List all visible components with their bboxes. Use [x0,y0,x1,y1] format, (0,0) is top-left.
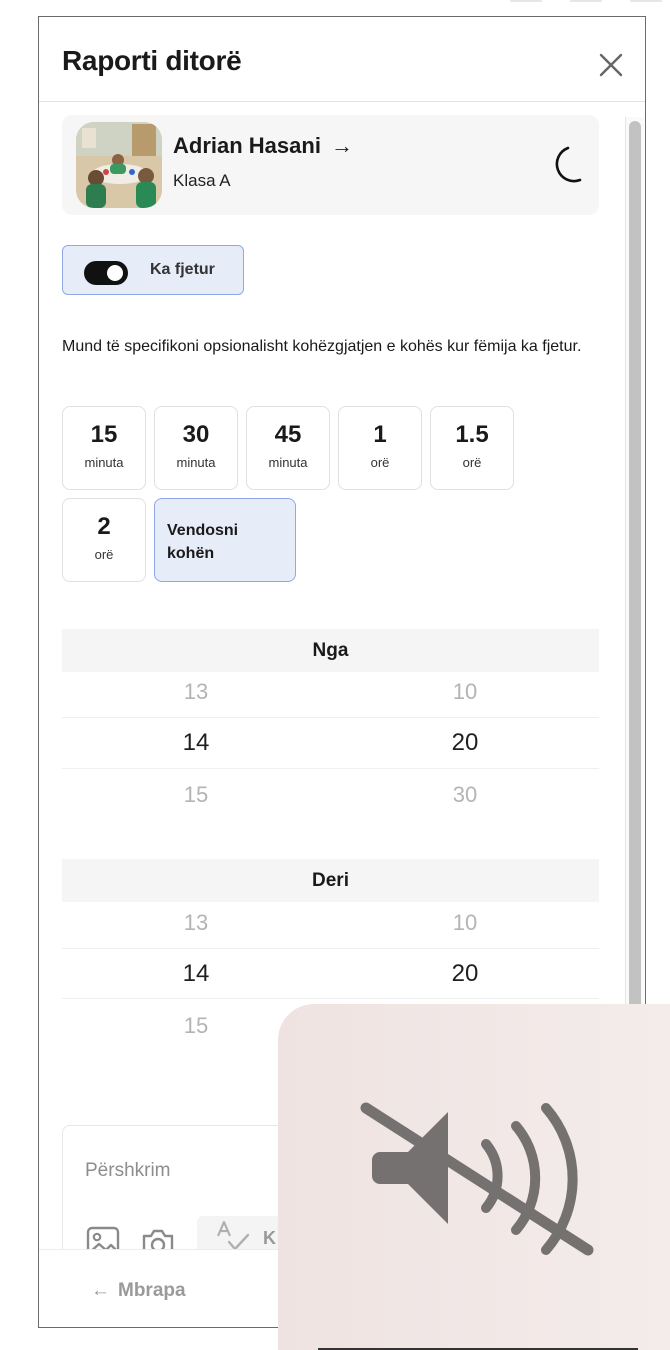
to-hour-option[interactable]: 13 [183,910,209,935]
back-button[interactable] [91,1280,186,1302]
picker-divider [62,998,599,999]
modal-title: Raporti ditorë [62,45,242,76]
from-hour-option[interactable]: 13 [183,679,209,704]
arrow-left-icon: ← [91,1280,110,1301]
child-name[interactable] [173,133,353,159]
slept-toggle-button[interactable] [62,245,244,295]
from-hour-selected[interactable]: 14 [182,729,210,756]
picker-divider [62,768,599,769]
duration-option[interactable]: 45 minuta [246,406,330,490]
arrow-right-icon: → [330,133,353,158]
picker-divider [62,717,599,718]
back-label: Mbrapa [118,1280,186,1301]
custom-time-button[interactable]: Vendosni kohën [154,498,296,582]
scrollbar-thumb[interactable] [629,121,641,1121]
slept-label: Ka fjetur [150,261,215,278]
child-card[interactable] [62,115,599,215]
speaker-muted-icon [358,1100,598,1270]
description-placeholder: Përshkrim [85,1160,171,1181]
avatar [76,122,162,208]
child-name-text: Adrian Hasani [173,133,321,158]
duration-option[interactable]: 30 minuta [154,406,238,490]
background-tabs [510,0,670,2]
moon-icon [546,145,584,185]
duration-option[interactable]: 2 orë [62,498,146,582]
close-icon[interactable] [597,51,625,79]
to-hour-selected[interactable]: 14 [182,960,210,987]
to-hour-option[interactable]: 15 [183,1013,209,1038]
duration-hint: Mund të specifikoni opsionalisht kohëzgjatjen e kohës kur fëmija ka fjetur. [62,338,582,355]
from-hour-option[interactable]: 15 [183,782,209,807]
duration-option[interactable]: 1.5 orë [430,406,514,490]
duration-option[interactable]: 1 orë [338,406,422,490]
from-minute-option[interactable]: 30 [452,782,478,807]
header-divider [39,101,645,102]
toggle-switch[interactable] [84,261,128,285]
from-minute-selected[interactable]: 20 [451,729,479,756]
from-minute-option[interactable]: 10 [452,679,478,704]
duration-option[interactable]: 15 minuta [62,406,146,490]
to-picker-header: Deri [62,859,599,902]
from-picker-header: Nga [62,629,599,672]
child-class: Klasa A [173,171,231,190]
to-minute-selected[interactable]: 20 [451,960,479,987]
spellcheck-label: K [263,1228,276,1248]
mute-overlay [278,1004,670,1350]
picker-divider [62,948,599,949]
to-minute-option[interactable]: 10 [452,910,478,935]
